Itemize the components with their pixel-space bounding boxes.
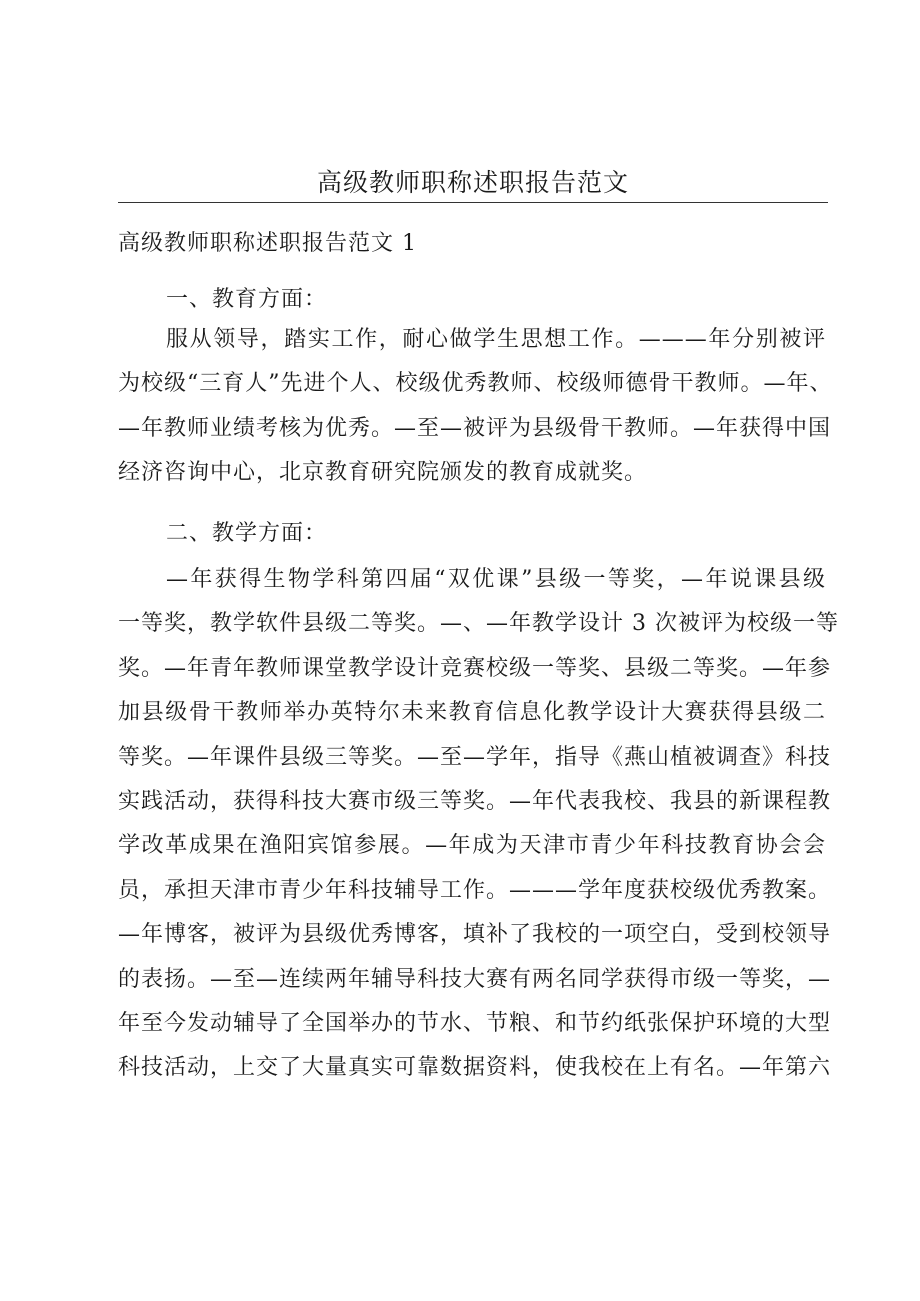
paragraph-line: —年博客，被评为县级优秀博客，填补了我校的一项空白，受到校领导 [118, 922, 832, 948]
document-title: 高级教师职称述职报告范文 [316, 168, 629, 197]
paragraph-line: 加县级骨干教师举办英特尔未来教育信息化教学设计大赛获得县级二 [118, 700, 826, 726]
section-heading: 一、教育方面： [166, 287, 328, 312]
paragraph-line: 员，承担天津市青少年科技辅导工作。———学年度获校级优秀教案。 [118, 877, 832, 903]
paragraph-line: —年教师业绩考核为优秀。—至—被评为县级骨干教师。—年获得中国 [118, 415, 832, 441]
paragraph-line: 服从领导，踏实工作，耐心做学生思想工作。———年分别被评 [166, 327, 826, 352]
section-body-education [118, 318, 833, 496]
paragraph-line: 为校级“三育人”先进个人、校级优秀教师、校级师德骨干教师。—年、 [118, 371, 833, 397]
section-heading: 二、教学方面： [166, 521, 328, 546]
paragraph-line: 的表扬。—至—连续两年辅导科技大赛有两名同学获得市级一等奖，— [118, 966, 832, 992]
paragraph-line: —年获得生物学科第四届“双优课”县级一等奖，—年说课县级 [166, 567, 826, 592]
paragraph-line: 奖。—年青年教师课堂教学设计竞赛校级一等奖、县级二等奖。—年参 [118, 655, 832, 681]
paragraph-line: 年至今发动辅导了全国举办的节水、节粮、和节约纸张保护环境的大型 [118, 1010, 832, 1036]
section-heading-teaching [118, 512, 327, 556]
paragraph-line: 一等奖，教学软件县级二等奖。—、—年教学设计 3 次被评为校级一等 [118, 611, 839, 637]
paragraph-line: 学改革成果在渔阳宾馆参展。—年成为天津市青少年科技教育协会会 [118, 833, 826, 859]
paragraph-line: 实践活动，获得科技大赛市级三等奖。—年代表我校、我县的新课程教 [118, 788, 832, 814]
paragraph-line: 科技活动，上交了大量真实可靠数据资料，使我校在上有名。—年第六 [118, 1055, 832, 1081]
paragraph-line: 等奖。—年课件县级三等奖。—至—学年，指导《燕山植被调查》科技 [118, 744, 832, 770]
title-divider [118, 202, 828, 203]
section-body-teaching [118, 558, 839, 1091]
document-subtitle: 高级教师职称述职报告范文 1 [118, 231, 417, 256]
section-heading-education [118, 278, 327, 322]
paragraph-line: 经济咨询中心，北京教育研究院颁发的教育成就奖。 [118, 460, 648, 486]
